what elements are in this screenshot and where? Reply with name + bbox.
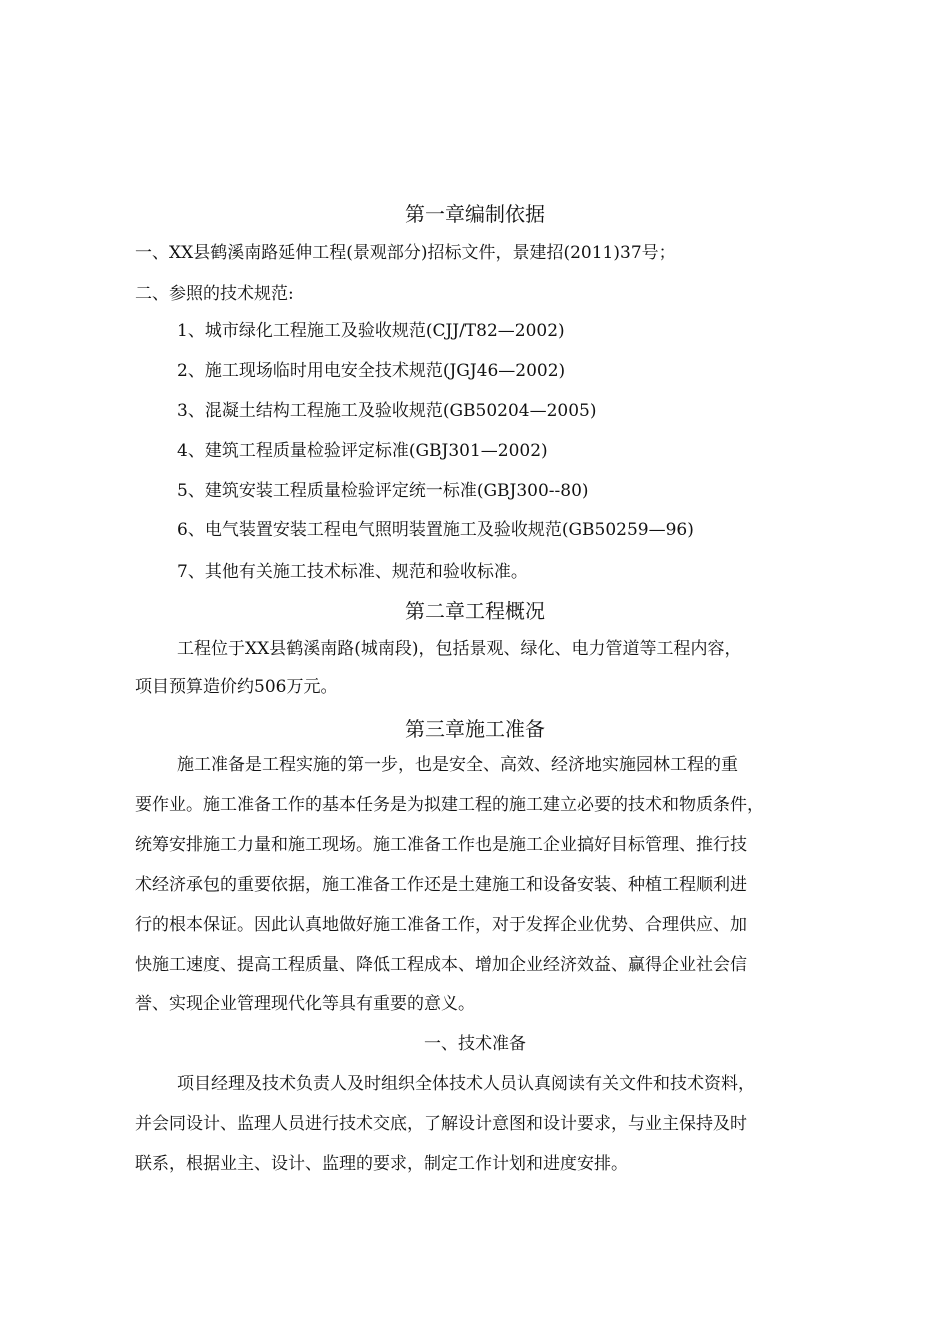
standard-item-6: 6、电气装置安装工程电气照明装置施工及验收规范(GB50259—96) <box>177 520 694 540</box>
chapter3-line-7: 誉、实现企业管理现代化等具有重要的意义。 <box>135 994 475 1014</box>
standard-item-5: 5、建筑安装工程质量检验评定统一标准(GBJ300--80) <box>177 481 589 501</box>
chapter3-line-3: 统筹安排施工力量和施工现场。施工准备工作也是施工企业搞好目标管理、推行技 <box>135 835 747 855</box>
standard-item-1: 1、城市绿化工程施工及验收规范(CJJ/T82—2002) <box>177 321 565 341</box>
chapter1-item1: 一、XX县鹤溪南路延伸工程(景观部分)招标文件，景建招(2011)37号； <box>135 243 676 263</box>
standard-item-2: 2、施工现场临时用电安全技术规范(JGJ46—2002) <box>177 361 566 381</box>
standard-item-3: 3、混凝土结构工程施工及验收规范(GB50204—2005) <box>177 401 597 421</box>
section1-title: 一、技术准备 <box>424 1034 526 1054</box>
chapter2-title: 第二章工程概况 <box>405 599 545 623</box>
standard-item-7: 7、其他有关施工技术标准、规范和验收标准。 <box>177 562 528 582</box>
chapter3-line-5: 行的根本保证。因此认真地做好施工准备工作，对于发挥企业优势、合理供应、加 <box>135 915 747 935</box>
chapter1-title: 第一章编制依据 <box>405 202 545 226</box>
chapter1-item2: 二、参照的技术规范: <box>135 284 294 304</box>
chapter2-line-2: 项目预算造价约506万元。 <box>135 677 338 697</box>
chapter3-line-4: 术经济承包的重要依据，施工准备工作还是土建施工和设备安装、种植工程顺利进 <box>135 875 747 895</box>
chapter3-line-6: 快施工速度、提高工程质量、降低工程成本、增加企业经济效益、赢得企业社会信 <box>135 955 747 975</box>
standard-item-4: 4、建筑工程质量检验评定标准(GBJ301—2002) <box>177 441 548 461</box>
chapter3-line-2: 要作业。施工准备工作的基本任务是为拟建工程的施工建立必要的技术和物质条件， <box>135 795 764 815</box>
chapter3-line-1: 施工准备是工程实施的第一步，也是安全、高效、经济地实施园林工程的重 <box>177 755 738 775</box>
section1-line-3: 联系，根据业主、设计、监理的要求，制定工作计划和进度安排。 <box>135 1154 628 1174</box>
section1-line-1: 项目经理及技术负责人及时组织全体技术人员认真阅读有关文件和技术资料， <box>177 1074 755 1094</box>
chapter2-line-1: 工程位于XX县鹤溪南路(城南段)，包括景观、绿化、电力管道等工程内容， <box>177 639 742 659</box>
section1-line-2: 并会同设计、监理人员进行技术交底，了解设计意图和设计要求，与业主保持及时 <box>135 1114 747 1134</box>
chapter3-title: 第三章施工准备 <box>405 717 545 741</box>
